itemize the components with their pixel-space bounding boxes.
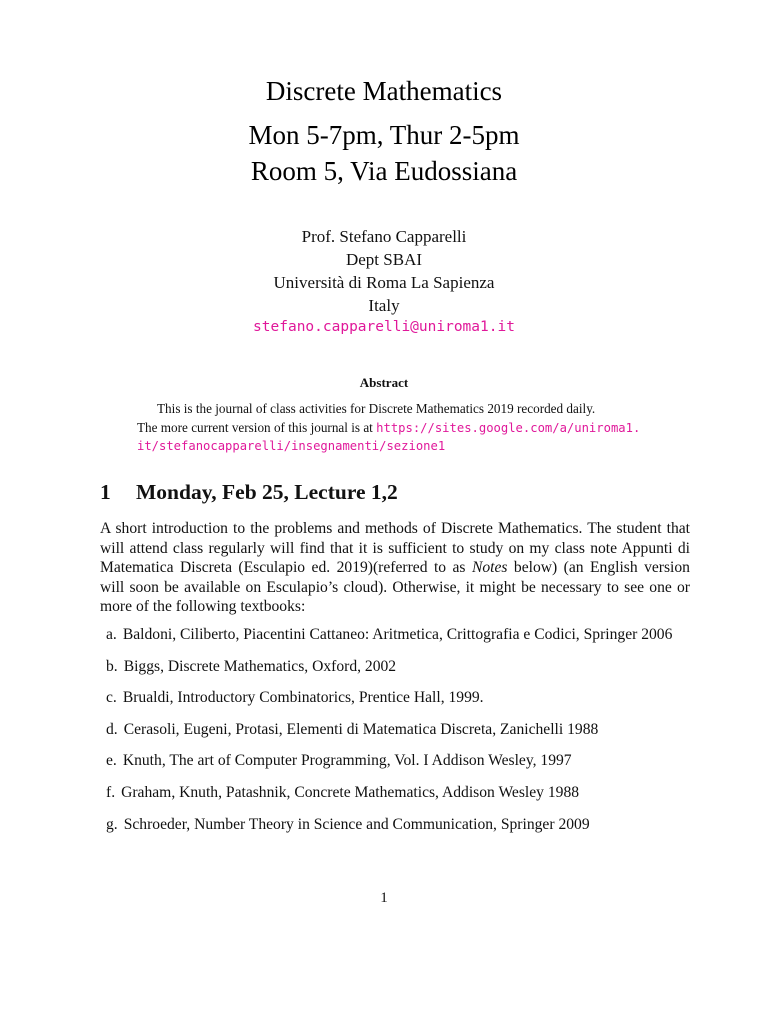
list-item: [106, 719, 672, 751]
reference-text: Biggs, Discrete Mathematics, Oxford, 2002: [123, 657, 397, 675]
paragraph-italic: Notes: [471, 559, 508, 577]
paragraph-text-1: A short introduction to the problems and methods of Discrete Mathematics. The student that will attend class regularly will find that it is sufficient to study on my class note Appunti di Matematica Discreta (Esculapio ed. 2019)(referred to as: [100, 520, 690, 577]
list-item: [106, 687, 672, 719]
abstract-line-1: This is the journal of class activities for Discrete Mathematics 2019 recorded daily.: [157, 401, 596, 416]
author-country: Italy: [368, 296, 400, 315]
reference-text: Knuth, The art of Computer Programming, Vol. I Addison Wesley, 1997: [122, 752, 572, 770]
author-name: Prof. Stefano Capparelli: [301, 227, 467, 246]
list-item: [106, 814, 672, 846]
reference-label: a.: [106, 626, 117, 643]
reference-label: c.: [106, 689, 117, 707]
reference-text: Graham, Knuth, Patashnik, Concrete Mathematics, Addison Wesley 1988: [121, 783, 580, 801]
list-item: [106, 750, 672, 782]
title-line-2: Mon 5-7pm, Thur 2-5pm: [248, 120, 520, 150]
abstract-body: [137, 400, 657, 456]
reference-text: Schroeder, Number Theory in Science and Communication, Springer 2009: [123, 815, 590, 833]
list-item: [106, 624, 672, 656]
abstract-line-2: [137, 419, 657, 438]
abstract-url-part-2[interactable]: it/stefanocapparelli/insegnamenti/sezione1: [137, 439, 446, 453]
list-item: [106, 782, 672, 814]
reference-label: e.: [106, 752, 117, 770]
abstract-line-2-text: The more current version of this journal is at: [137, 419, 377, 435]
section-heading: [100, 480, 398, 505]
author-university: Università di Roma La Sapienza: [273, 273, 495, 292]
abstract-heading: Abstract: [359, 375, 409, 390]
abstract-url-part-1[interactable]: https://sites.google.com/a/uniroma1.: [376, 420, 641, 435]
author-email-link[interactable]: stefano.capparelli@uniroma1.it: [253, 319, 515, 335]
reference-label: g.: [106, 815, 118, 833]
reference-text: Brualdi, Introductory Combinatorics, Prentice Hall, 1999.: [122, 689, 484, 707]
reference-label: b.: [106, 657, 118, 675]
title-line-3: Room 5, Via Eudossiana: [250, 156, 518, 186]
list-item: [106, 656, 672, 688]
reference-label: f.: [106, 783, 116, 801]
reference-text: Cerasoli, Eugeni, Protasi, Elementi di Matematica Discreta, Zanichelli 1988: [123, 720, 599, 738]
section-number: 1: [100, 480, 111, 504]
title-line-1: Discrete Mathematics: [265, 76, 503, 106]
author-dept: Dept SBAI: [345, 250, 423, 269]
reference-list: [106, 624, 672, 845]
intro-paragraph: [100, 519, 690, 617]
reference-text: Baldoni, Ciliberto, Piacentini Cattaneo: Aritmetica, Crittografia e Codici, Springer 2006: [122, 626, 673, 643]
section-title: Monday, Feb 25, Lecture 1,2: [136, 480, 398, 504]
page-number: 1: [380, 890, 388, 906]
reference-label: d.: [106, 720, 118, 738]
paragraph-text-2: below) (an English version will soon be available on Esculapio’s cloud). Otherwise, it might be necessary to see one or more of the following textbooks:: [100, 559, 690, 616]
